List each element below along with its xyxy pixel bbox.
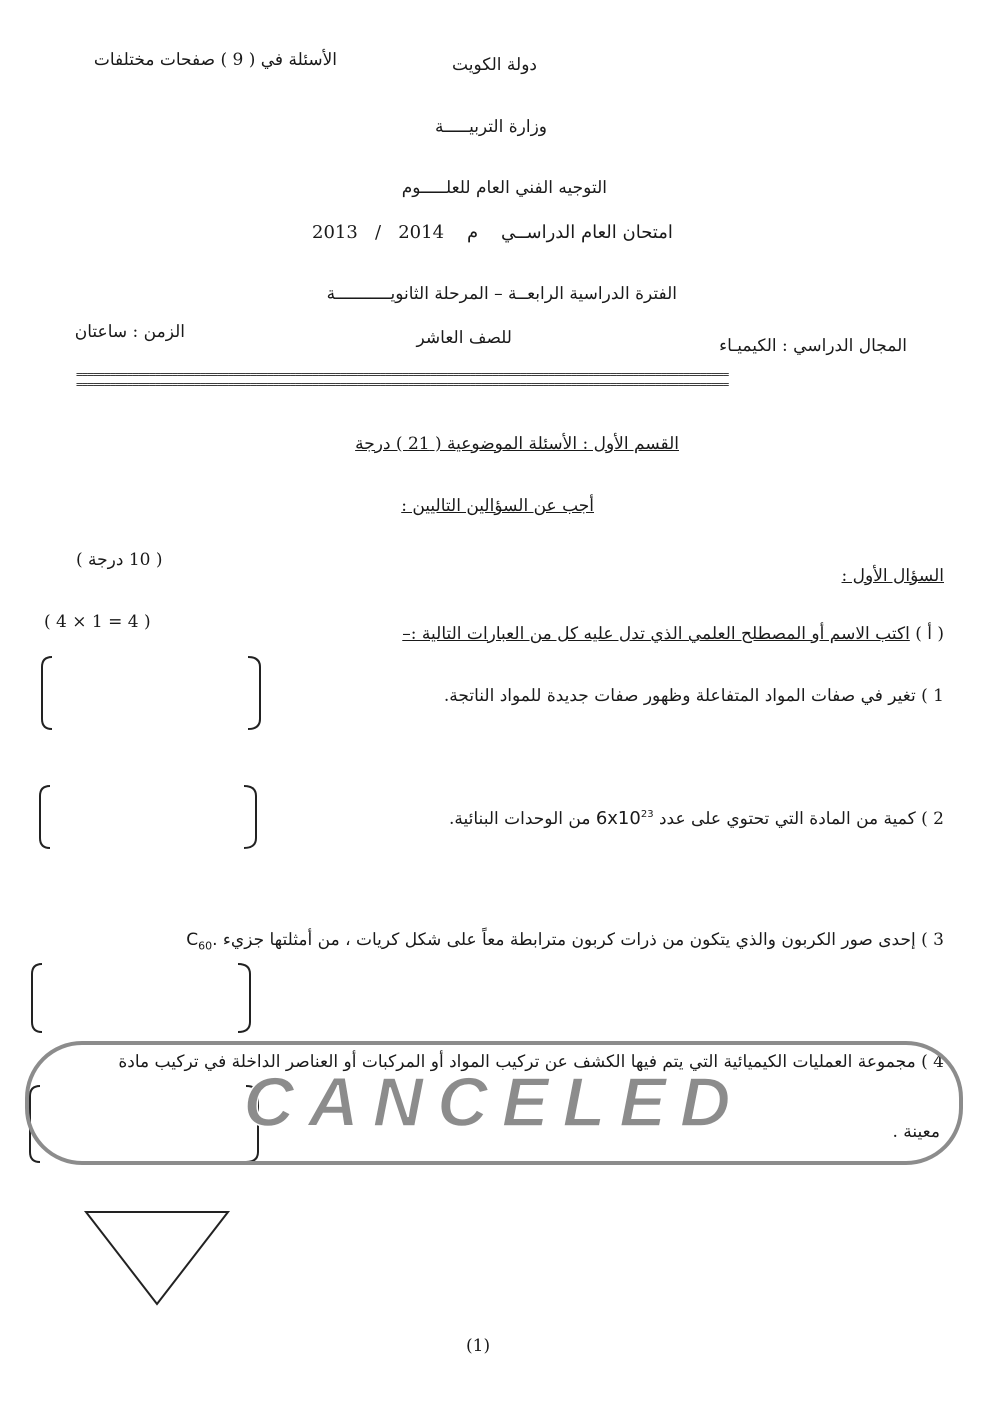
part-a-score: ( 4 × 1 = 4 ): [44, 612, 151, 632]
pages-note: الأسئلة في ( 9 ) صفحات مختلفات: [93, 50, 337, 70]
question-label: السؤال الأول :: [841, 566, 944, 586]
item-number: 3 ): [921, 930, 944, 950]
item-1: [444, 686, 944, 706]
exam-label: امتحان العام الدراســي: [500, 222, 673, 243]
item-text: كمية من المادة التي تحتوي على عدد: [658, 809, 916, 829]
section-title: القسم الأول : الأسئلة الموضوعية ( 21 ) درجة: [355, 434, 679, 454]
item-number: 1 ): [921, 686, 944, 706]
fullerene-formula: $C_{60}$.: [186, 930, 218, 953]
year-separator: /: [374, 222, 382, 243]
exam-year-line: [312, 222, 673, 244]
header-separator-top: ====================================================================================================================: [76, 368, 729, 381]
item-text: من الوحدات البنائية.: [449, 809, 591, 829]
down-triangle-icon: [82, 1208, 232, 1308]
canceled-stamp: [24, 1040, 964, 1166]
item-3: [186, 930, 944, 953]
country-name: دولة الكويت: [452, 55, 537, 75]
stamp-text: CANCELED: [243, 1063, 745, 1141]
question-points: ( 10 درجة ): [76, 550, 163, 570]
item-number: 2 ): [921, 809, 944, 829]
part-a-line: [402, 624, 944, 644]
year-1: 2013: [312, 222, 358, 243]
year-suffix: م: [466, 222, 479, 243]
ministry-name: وزارة التربيـــــة: [435, 117, 547, 137]
item-2: [449, 808, 944, 830]
page-number: (1): [466, 1336, 491, 1356]
item-text: مجموعة العمليات الكيميائية التي يتم فيها الكشف عن تركيب المواد أو المركبات أو العناصر الداخلة في تركيب مادة: [118, 1052, 916, 1072]
avogadro-number: $6x10^{23}$: [595, 808, 654, 829]
subject-line: المجال الدراسي : الكيميـاء: [719, 336, 907, 356]
answer-box-3[interactable]: [28, 962, 258, 1034]
item-text: تغير في صفات المواد المتفاعلة وظهور صفات جديدة للمواد الناتجة.: [443, 686, 916, 706]
answer-box-1[interactable]: [38, 655, 268, 731]
part-a-text: اكتب الاسم أو المصطلح العلمي الذي تدل عليه كل من العبارات التالية :–: [402, 624, 910, 644]
item-text: إحدى صور الكربون والذي يتكون من ذرات كربون مترابطة معاً على شكل كريات ، من أمثلتها جزيء: [222, 930, 916, 950]
part-a-label: ( أ ): [915, 624, 944, 644]
header-separator-bottom: ====================================================================================================================: [76, 378, 729, 391]
answer-box-2[interactable]: [36, 784, 266, 850]
section-instruction: أجب عن السؤالين التاليين :: [401, 496, 594, 516]
directorate-name: التوجيه الفني العام للعلـــــوم: [401, 178, 607, 198]
item-number: 4 ): [921, 1052, 944, 1072]
period-line: الفترة الدراسية الرابعــة – المرحلة الثانويـــــــــــة: [326, 284, 677, 304]
grade-line: للصف العاشر: [416, 328, 512, 348]
year-2: 2014: [398, 222, 445, 243]
item-4-continuation: معينة .: [892, 1122, 940, 1142]
time-line: الزمن : ساعتان: [74, 322, 185, 342]
